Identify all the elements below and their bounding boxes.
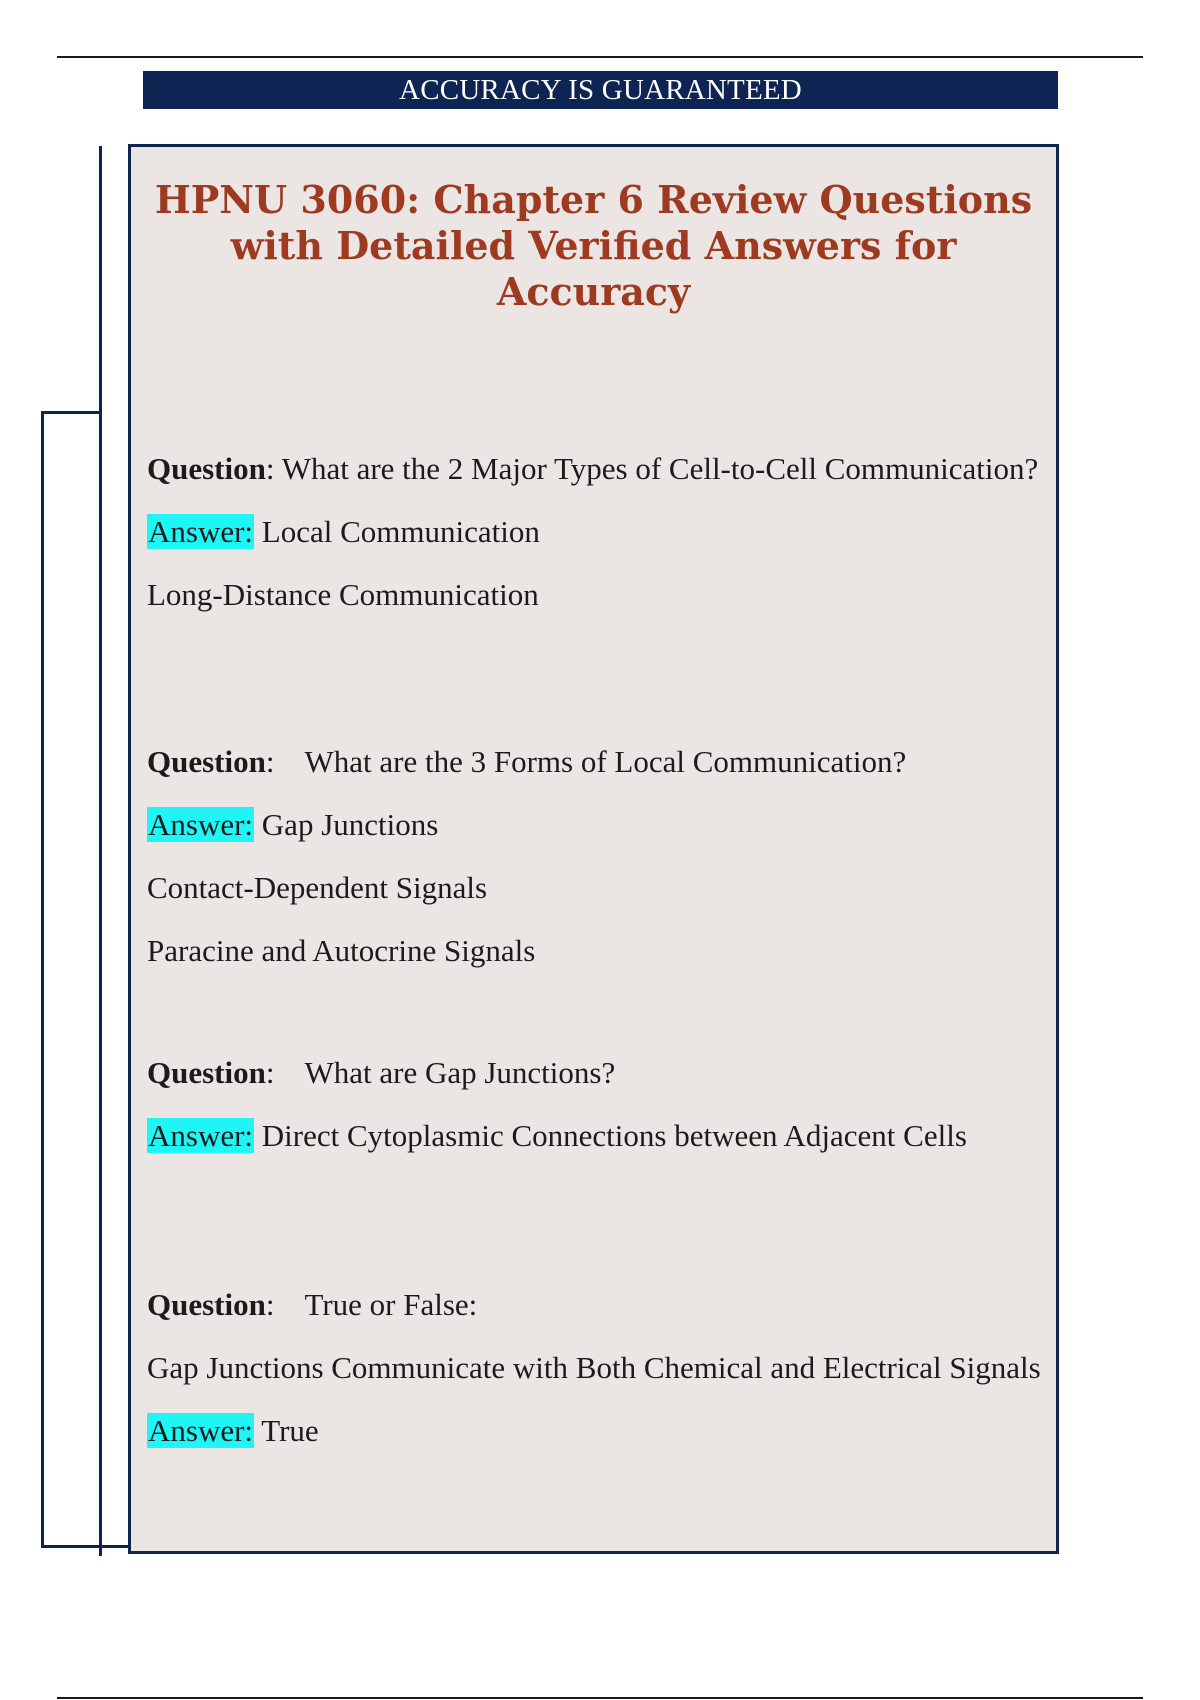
question-label: Question <box>147 1055 266 1090</box>
answer-line <box>147 510 1048 554</box>
question-text: What are the 2 Major Types of Cell-to-Cell Communication? <box>281 451 1039 486</box>
question-label: Question <box>147 744 266 779</box>
qa-item <box>147 447 1048 617</box>
answer-line <box>147 803 1048 847</box>
decorative-bracket-top <box>41 411 101 414</box>
answer-line <box>147 1114 1048 1158</box>
document-title: HPNU 3060: Chapter 6 Review Questions with Detailed Verified Answers for Accuracy <box>154 177 1033 314</box>
answer-label: Answer: <box>148 514 254 549</box>
answer-extra: Contact-Dependent Signals <box>147 870 488 905</box>
question-colon: : <box>265 1287 275 1322</box>
question-text: What are Gap Junctions? <box>304 1055 616 1090</box>
decorative-bracket-inner <box>99 146 102 1556</box>
decorative-bracket-outer <box>41 411 44 1548</box>
answer-line <box>147 1409 1048 1453</box>
answer-text: Direct Cytoplasmic Connections between Adjacent Cells <box>261 1118 967 1153</box>
answer-label: Answer: <box>148 1413 254 1448</box>
qa-item <box>147 740 1048 973</box>
qa-item <box>147 1283 1048 1453</box>
question-colon: : <box>265 1055 275 1090</box>
question-text: True or False: <box>304 1287 478 1322</box>
answer-text: Local Communication <box>261 514 540 549</box>
question-text: What are the 3 Forms of Local Communication? <box>304 744 907 779</box>
question-colon: : <box>265 451 275 486</box>
question-extra: Gap Junctions Communicate with Both Chemical and Electrical Signals <box>147 1350 1041 1385</box>
question-line <box>147 447 1048 491</box>
answer-label: Answer: <box>148 807 254 842</box>
review-card <box>128 144 1059 1554</box>
question-line <box>147 1051 1048 1095</box>
question-line <box>147 1283 1048 1327</box>
guarantee-banner: ACCURACY IS GUARANTEED <box>143 71 1058 109</box>
answer-extra: Long-Distance Communication <box>147 577 539 612</box>
question-colon: : <box>265 744 275 779</box>
answer-extra: Paracine and Autocrine Signals <box>147 933 536 968</box>
bottom-rule <box>57 1697 1143 1699</box>
answer-label: Answer: <box>148 1118 254 1153</box>
question-label: Question <box>147 451 266 486</box>
question-line <box>147 740 1048 784</box>
qa-item <box>147 1051 1048 1158</box>
answer-text: Gap Junctions <box>261 807 439 842</box>
answer-text: True <box>261 1413 319 1448</box>
top-rule <box>57 56 1143 58</box>
question-label: Question <box>147 1287 266 1322</box>
